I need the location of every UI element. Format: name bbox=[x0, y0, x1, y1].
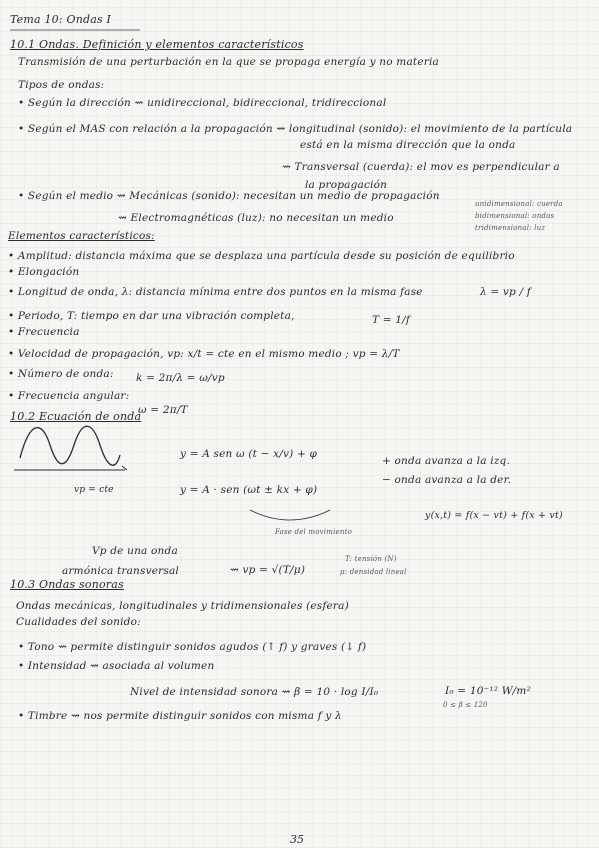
section-2-heading: 10.2 Ecuación de onda bbox=[10, 410, 142, 423]
quality-timbre: • Timbre ⇝ nos permite distinguir sonidos con misma f y λ bbox=[18, 710, 342, 722]
element-elongation: • Elongación bbox=[8, 266, 80, 278]
wavelength-formula: λ = vp / f bbox=[480, 286, 531, 298]
sine-wave-label: vp = cte bbox=[74, 485, 114, 495]
linear-density-label: μ: densidad lineal bbox=[340, 568, 407, 576]
period-formula: T = 1/f bbox=[372, 314, 410, 326]
angular-frequency-formula: ω = 2π/T bbox=[138, 404, 188, 416]
wave-equation-2: y = A · sen (ωt ± kx + φ) bbox=[180, 484, 318, 496]
phase-label: Fase del movimiento bbox=[275, 528, 353, 536]
quality-intensity: • Intensidad ⇝ asociada al volumen bbox=[18, 660, 215, 672]
intensity-range: 0 ≤ β ≤ 120 bbox=[443, 701, 488, 709]
type-mas-cont: está en la misma dirección que la onda bbox=[300, 139, 516, 151]
sound-wave-types: Ondas mecánicas, longitudinales y tridimensionales (esfera) bbox=[16, 600, 349, 612]
page-number: 35 bbox=[290, 833, 304, 846]
element-angular-frequency: • Frecuencia angular: bbox=[8, 390, 130, 402]
wave-number-formula: k = 2π/λ = ω/vp bbox=[136, 372, 225, 384]
intensity-level-formula: Nivel de intensidad sonora ⇝ β = 10 · log I/I₀ bbox=[130, 686, 379, 698]
elements-title: Elementos característicos: bbox=[8, 230, 155, 242]
element-velocity: • Velocidad de propagación, vp: x/t = cte en el mismo medio ; vp = λ/T bbox=[8, 348, 400, 360]
element-frequency: • Frecuencia bbox=[8, 326, 80, 338]
string-velocity-label-2: armónica transversal bbox=[62, 565, 179, 577]
side-note-3: tridimensional: luz bbox=[475, 224, 546, 232]
reference-intensity: I₀ = 10⁻¹² W/m² bbox=[445, 685, 531, 697]
element-wave-number: • Número de onda: bbox=[8, 368, 114, 380]
page-title: Tema 10: Ondas I bbox=[10, 13, 112, 26]
element-period: • Periodo, T: tiempo en dar una vibración completa, bbox=[8, 310, 295, 322]
element-amplitude: • Amplitud: distancia máxima que se desplaza una partícula desde su posición de equilibrio bbox=[8, 250, 515, 262]
type-medium-electromagnetic: ⇝ Electromagnéticas (luz): no necesitan un medio bbox=[118, 212, 394, 224]
quality-tone: • Tono ⇝ permite distinguir sonidos agudos (↑ f) y graves (↓ f) bbox=[18, 641, 367, 653]
side-note-1: unidimensional: cuerda bbox=[475, 200, 563, 208]
wave-equation-1: y = A sen ω (t − x/v) + φ bbox=[180, 448, 318, 460]
wave-definition: Transmisión de una perturbación en la que se propaga energía y no materia bbox=[18, 56, 439, 68]
string-velocity-label-1: Vp de una onda bbox=[92, 545, 178, 557]
types-title: Tipos de ondas: bbox=[18, 79, 105, 91]
element-wavelength: • Longitud de onda, λ: distancia mínima entre dos puntos en la misma fase bbox=[8, 286, 423, 298]
type-direction: • Según la dirección ⇝ unidireccional, bidireccional, tridireccional bbox=[18, 97, 387, 109]
sound-qualities-title: Cualidades del sonido: bbox=[16, 616, 141, 628]
type-transversal-cont: la propagación bbox=[305, 179, 388, 191]
string-velocity-formula: ⇝ vp = √(T/μ) bbox=[230, 564, 306, 576]
section-3-heading: 10.3 Ondas sonoras bbox=[10, 578, 124, 591]
side-note-2: bidimensional: ondas bbox=[475, 212, 555, 220]
note-plus-left: + onda avanza a la izq. bbox=[382, 455, 510, 467]
tension-label: T: tensión (N) bbox=[345, 555, 397, 563]
type-medium-mechanical: • Según el medio ⇝ Mecánicas (sonido): necesitan un medio de propagación bbox=[18, 190, 440, 202]
section-1-heading: 10.1 Ondas. Definición y elementos característicos bbox=[10, 38, 304, 51]
type-transversal: ⇝ Transversal (cuerda): el mov es perpendicular a bbox=[282, 161, 560, 173]
general-wave-equation: y(x,t) = f(x − vt) + f(x + vt) bbox=[425, 510, 563, 521]
note-minus-right: − onda avanza a la der. bbox=[382, 474, 512, 486]
type-mas: • Según el MAS con relación a la propagación ⇝ longitudinal (sonido): el movimiento de la partícula bbox=[18, 123, 573, 135]
